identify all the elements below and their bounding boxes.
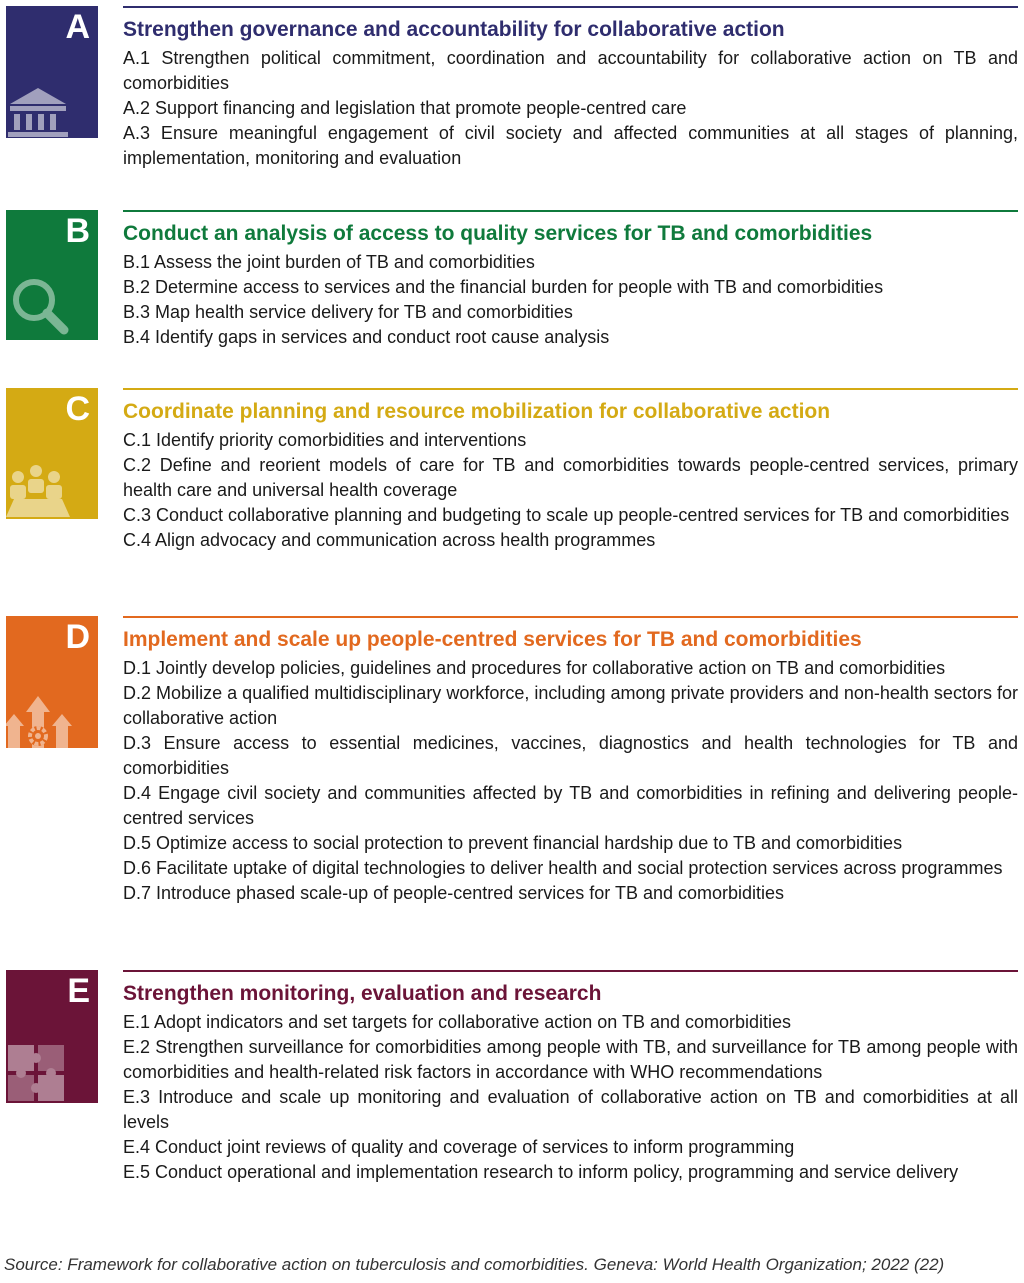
list-item: A.3 Ensure meaningful engagement of civil society and affected communities at all stages of planning, implementation, monitoring and evaluation	[123, 123, 1018, 168]
list-item: B.4 Identify gaps in services and conduct root cause analysis	[123, 327, 610, 347]
badge-b	[6, 210, 98, 340]
list-item: E.1 Adopt indicators and set targets for collaborative action on TB and comorbidities	[123, 1012, 792, 1032]
gear-arrows-icon	[6, 688, 76, 748]
item-list	[123, 656, 1018, 906]
item-list	[123, 46, 1018, 171]
item-list	[123, 250, 1018, 350]
section-b-content	[123, 210, 1018, 350]
list-item: C.1 Identify priority comorbidities and interventions	[123, 430, 527, 450]
list-item: D.2 Mobilize a qualified multidisciplinary workforce, including among private providers and non-health sectors for collaborative action	[123, 683, 1018, 728]
section-heading: Implement and scale up people-centred services for TB and comorbidities	[123, 628, 862, 651]
divider	[123, 616, 1018, 618]
puzzle-icon	[6, 1043, 66, 1103]
list-item: E.4 Conduct joint reviews of quality and coverage of services to inform programming	[123, 1137, 795, 1157]
list-item: B.3 Map health service delivery for TB and comorbidities	[123, 302, 573, 322]
list-item: E.3 Introduce and scale up monitoring and evaluation of collaborative action on TB and comorbidities at all levels	[123, 1087, 1018, 1132]
section-e-content	[123, 970, 1018, 1185]
badge-d	[6, 616, 98, 748]
list-item: D.1 Jointly develop policies, guidelines and procedures for collaborative action on TB and comorbidities	[123, 658, 946, 678]
section-heading: Strengthen monitoring, evaluation and research	[123, 982, 602, 1005]
section-heading: Coordinate planning and resource mobilization for collaborative action	[123, 400, 831, 423]
list-item: E.5 Conduct operational and implementation research to inform policy, programming and service delivery	[123, 1162, 959, 1182]
list-item: D.5 Optimize access to social protection to prevent financial hardship due to TB and comorbidities	[123, 833, 903, 853]
magnifier-icon	[6, 270, 76, 340]
list-item: D.3 Ensure access to essential medicines, vaccines, diagnostics and health technologies for TB and comorbidities	[123, 733, 1018, 778]
section-heading: Strengthen governance and accountability for collaborative action	[123, 18, 785, 41]
list-item: B.1 Assess the joint burden of TB and comorbidities	[123, 252, 535, 272]
section-letter: D	[65, 618, 90, 656]
divider	[123, 970, 1018, 972]
divider	[123, 210, 1018, 212]
list-item: C.2 Define and reorient models of care for TB and comorbidities towards people-centred services, primary health care and universal health coverage	[123, 455, 1018, 500]
badge-e	[6, 970, 98, 1103]
item-list	[123, 1010, 1018, 1185]
government-building-icon	[6, 78, 76, 138]
list-item: B.2 Determine access to services and the financial burden for people with TB and comorbidities	[123, 277, 884, 297]
list-item: D.6 Facilitate uptake of digital technologies to deliver health and social protection services across programmes	[123, 858, 1003, 878]
source-note: Source: Framework for collaborative action on tuberculosis and comorbidities. Geneva: World Health Organization; 2022 (22)	[4, 1255, 945, 1274]
section-d-content	[123, 616, 1018, 906]
section-letter: E	[67, 972, 90, 1010]
section-letter: C	[65, 390, 90, 428]
section-a-content	[123, 6, 1018, 171]
badge-a	[6, 6, 98, 138]
section-c-content	[123, 388, 1018, 553]
list-item: D.7 Introduce phased scale-up of people-centred services for TB and comorbidities	[123, 883, 785, 903]
list-item: A.1 Strengthen political commitment, coordination and accountability for collaborative action on TB and comorbidities	[123, 48, 1018, 93]
badge-c	[6, 388, 98, 519]
item-list	[123, 428, 1018, 553]
list-item: E.2 Strengthen surveillance for comorbidities among people with TB, and surveillance for TB among people with comorbidities and health-related risk factors in accordance with WHO recommendations	[123, 1037, 1018, 1082]
divider	[123, 388, 1018, 390]
list-item: C.3 Conduct collaborative planning and budgeting to scale up people-centred services for TB and comorbidities	[123, 505, 1010, 525]
section-heading: Conduct an analysis of access to quality services for TB and comorbidities	[123, 222, 873, 245]
list-item: A.2 Support financing and legislation that promote people-centred care	[123, 98, 687, 118]
meeting-table-icon	[6, 459, 76, 519]
section-letter: B	[65, 212, 90, 250]
divider	[123, 6, 1018, 8]
list-item: D.4 Engage civil society and communities affected by TB and comorbidities in refining and delivering people-centred services	[123, 783, 1018, 828]
list-item: C.4 Align advocacy and communication across health programmes	[123, 530, 656, 550]
section-letter: A	[65, 8, 90, 46]
